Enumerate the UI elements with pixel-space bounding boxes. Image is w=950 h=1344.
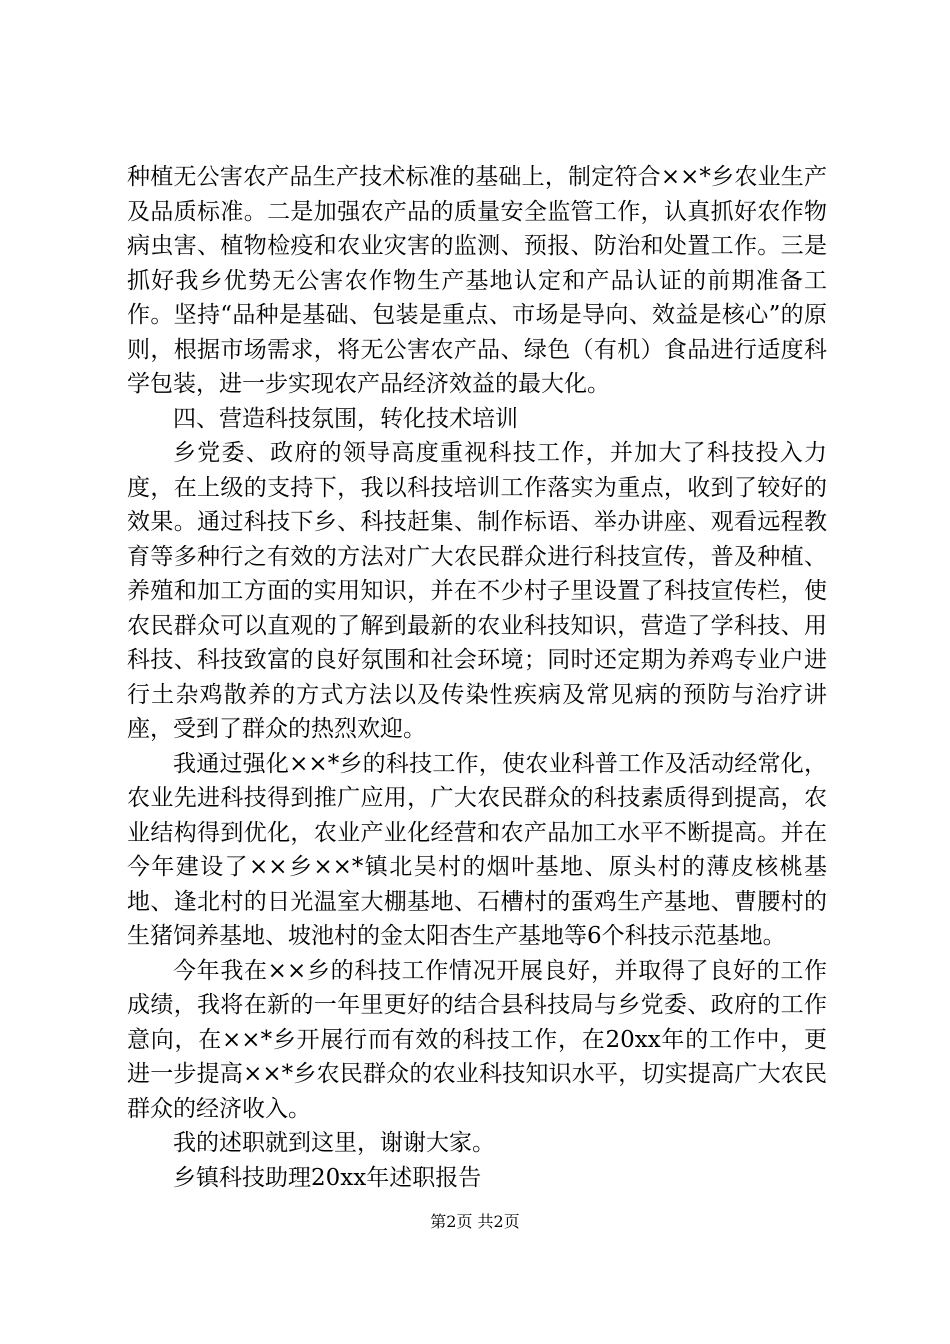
paragraph-closing: 我的述职就到这里，谢谢大家。 xyxy=(173,1130,495,1156)
page-footer: 第2页 共2页 xyxy=(430,1212,520,1231)
paragraph-continuation: 种植无公害农产品生产技术标准的基础上，制定符合××*乡农业生产及品质标准。二是加强农产品的质量安全监管工作，认真抓好农作物病虫害、植物检疫和农业灾害的监测、预报、防治和处置工作。三是抓好我乡优势无公害农作物生产基地认定和产品认证的前期准备工作。坚持“品种是基础、包装是重点、市场是导向、效益是核心”的原则，根据市场需求，将无公害农产品、绿色（有机）食品进行适度科学包装，进一步实现农产品经济效益的最大化。 xyxy=(127,164,827,397)
document-body xyxy=(127,160,827,1195)
paragraph-summary: 今年我在××乡的科技工作情况开展良好，并取得了良好的工作成绩，我将在新的一年里更好的结合县科技局与乡党委、政府的工作意向，在××*乡开展行而有效的科技工作，在20xx年的工作中，更进一步提高××*乡农民群众的农业科技知识水平，切实提高广大农民群众的经济收入。 xyxy=(127,957,827,1122)
paragraph-training: 乡党委、政府的领导高度重视科技工作，并加大了科技投入力度，在上级的支持下，我以科技培训工作落实为重点，收到了较好的效果。通过科技下乡、科技赶集、制作标语、举办讲座、观看远程教育等多种行之有效的方法对广大农民群众进行科技宣传，普及种植、养殖和加工方面的实用知识，并在不少村子里设置了科技宣传栏，使农民群众可以直观的了解到最新的农业科技知识，营造了学科技、用科技、科技致富的良好氛围和社会环境；同时还定期为养鸡专业户进行土杂鸡散养的方式方法以及传染性疾病及常见病的预防与治疗讲座，受到了群众的热烈欢迎。 xyxy=(127,440,827,742)
section-heading: 四、营造科技氛围，转化技术培训 xyxy=(173,405,518,432)
paragraph-title-line: 乡镇科技助理20xx年述职报告 xyxy=(173,1164,482,1191)
paragraph-achievements: 我通过强化××*乡的科技工作，使农业科普工作及活动经常化，农业先进科技得到推广应用，广大农民群众的科技素质得到提高，农业结构得到优化，农业产业化经营和农产品加工水平不断提高。并在今年建设了××乡××*镇北吴村的烟叶基地、原头村的薄皮核桃基地、逢北村的日光温室大棚基地、石槽村的蛋鸡生产基地、曹腰村的生猪饲养基地、坡池村的金太阳杏生产基地等6个科技示范基地。 xyxy=(127,750,827,949)
